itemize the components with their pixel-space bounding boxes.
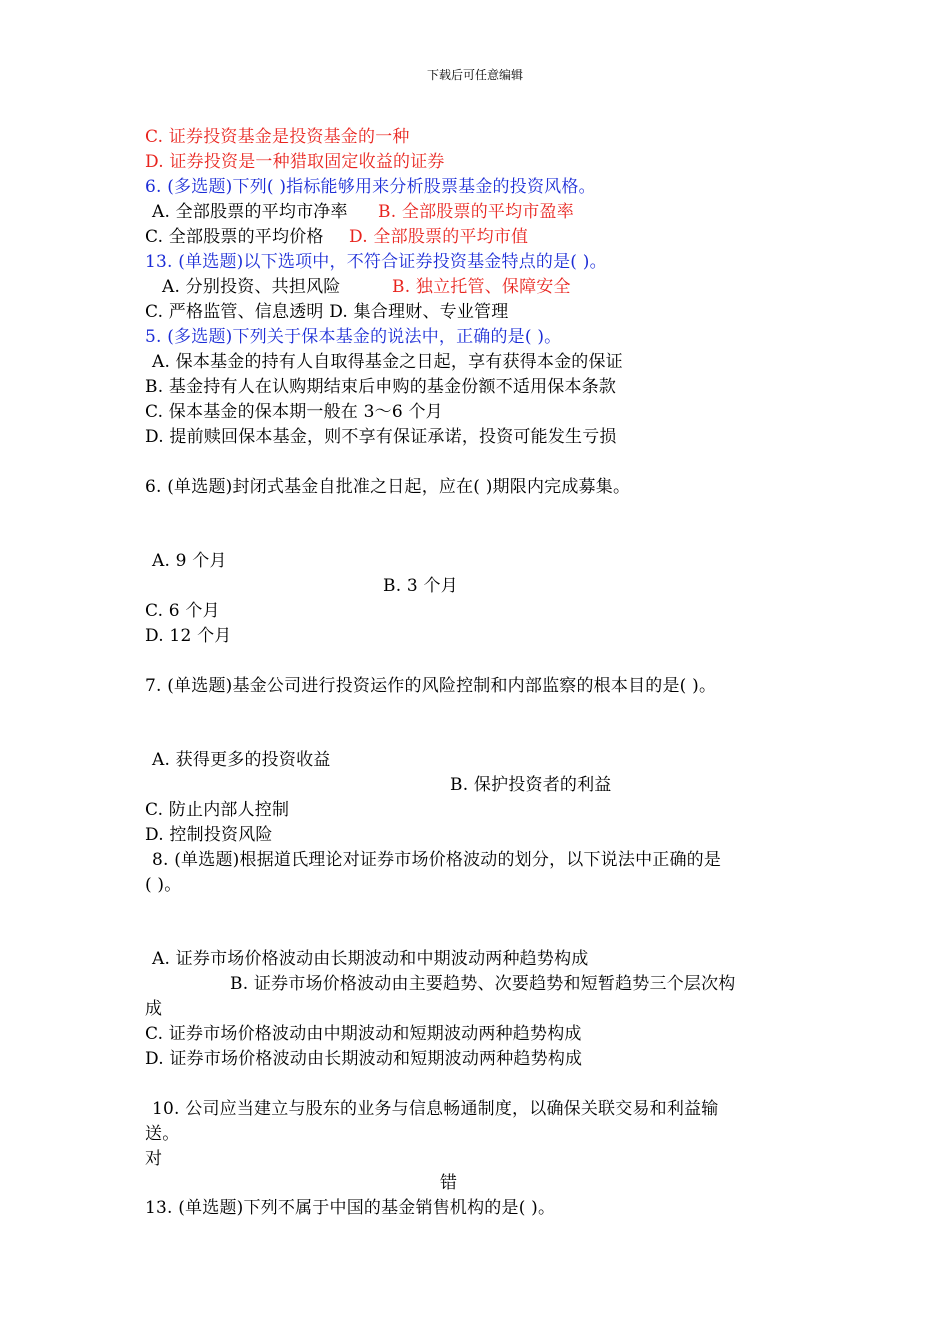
option-c-line: C. 6 个月 — [145, 601, 220, 621]
answer-true: 对 — [145, 1149, 163, 1169]
option-b-line: B. 3 个月 — [383, 576, 458, 596]
option-d-line: D. 12 个月 — [145, 626, 232, 646]
question-8-single: 8. (单选题)根据道氏理论对证券市场价格波动的划分，以下说法中正确的是 — [152, 850, 722, 870]
question-5-multi: 5. (多选题)下列关于保本基金的说法中，正确的是( )。 — [145, 327, 562, 347]
option-d-line: D. 提前赎回保本基金，则不享有保证承诺，投资可能发生亏损 — [145, 427, 617, 447]
option-c-line: C. 全部股票的平均价格 — [145, 227, 324, 247]
option-b-line: B. 全部股票的平均市盈率 — [378, 202, 574, 222]
question-8-continuation: ( )。 — [145, 875, 182, 895]
option-c-line: C. 防止内部人控制 — [145, 800, 290, 820]
question-10-continuation: 送。 — [145, 1124, 180, 1144]
question-7-single: 7. (单选题)基金公司进行投资运作的风险控制和内部监察的根本目的是( )。 — [145, 676, 717, 696]
option-c-line: C. 证券市场价格波动由中期波动和短期波动两种趋势构成 — [145, 1024, 582, 1044]
option-b-line: B. 基金持有人在认购期结束后申购的基金份额不适用保本条款 — [145, 377, 617, 397]
option-a-line: A. 分别投资、共担风险 — [162, 277, 341, 297]
question-6-single: 6. (单选题)封闭式基金自批准之日起，应在( )期限内完成募集。 — [145, 477, 631, 497]
option-b-line: B. 证券市场价格波动由主要趋势、次要趋势和短暂趋势三个层次构 — [230, 974, 736, 994]
option-cd-line: C. 严格监管、信息透明 D. 集合理财、专业管理 — [145, 302, 509, 322]
option-a-line: A. 获得更多的投资收益 — [152, 750, 331, 770]
option-a-line: A. 保本基金的持有人自取得基金之日起，享有获得本金的保证 — [152, 352, 623, 372]
page-header: 下载后可任意编辑 — [426, 68, 523, 82]
question-13-single: 13. (单选题)以下选项中，不符合证券投资基金特点的是( )。 — [145, 252, 607, 272]
option-b-continuation: 成 — [145, 999, 163, 1019]
option-a-line: A. 9 个月 — [152, 551, 227, 571]
option-a-line: A. 证券市场价格波动由长期波动和中期波动两种趋势构成 — [152, 949, 589, 969]
answer-false: 错 — [440, 1173, 458, 1193]
option-b-line: B. 独立托管、保障安全 — [392, 277, 571, 297]
option-a-line: A. 全部股票的平均市净率 — [152, 202, 348, 222]
option-d-line: D. 控制投资风险 — [145, 825, 273, 845]
question-10-judgement: 10. 公司应当建立与股东的业务与信息畅通制度，以确保关联交易和利益输 — [152, 1099, 719, 1119]
option-d-line: D. 证券市场价格波动由长期波动和短期波动两种趋势构成 — [145, 1049, 583, 1069]
question-6-multi: 6. (多选题)下列( )指标能够用来分析股票基金的投资风格。 — [145, 177, 596, 197]
option-d-line: D. 证券投资是一种猎取固定收益的证券 — [145, 152, 445, 172]
option-c-line: C. 保本基金的保本期一般在 3～6 个月 — [145, 402, 443, 422]
option-c-line: C. 证券投资基金是投资基金的一种 — [145, 127, 410, 147]
option-b-line: B. 保护投资者的利益 — [450, 775, 612, 795]
question-13-single: 13. (单选题)下列不属于中国的基金销售机构的是( )。 — [145, 1198, 556, 1218]
option-d-line: D. 全部股票的平均市值 — [349, 227, 529, 247]
